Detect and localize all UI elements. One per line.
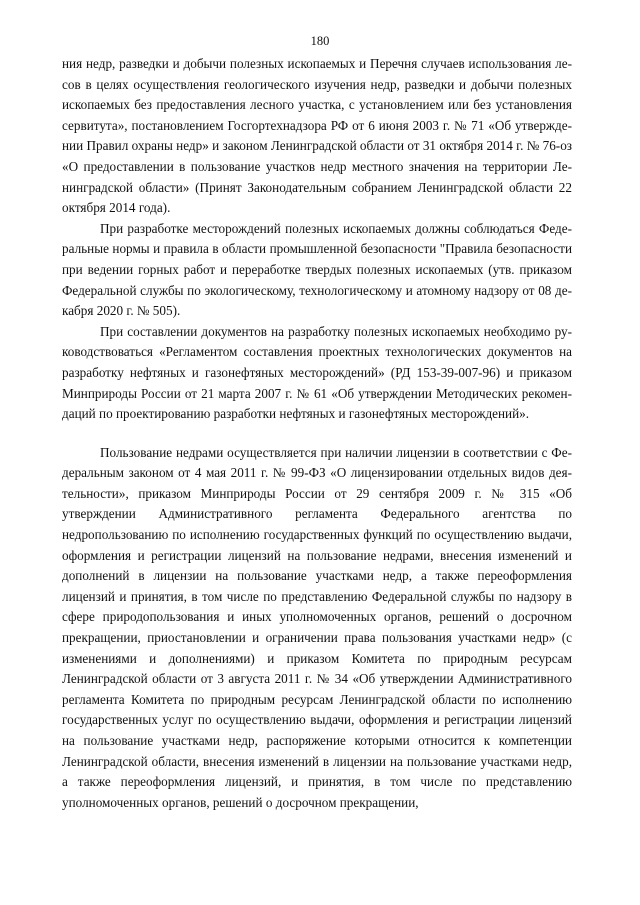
document-body bbox=[62, 54, 572, 813]
paragraph-licensing: Пользование недрами осуществляется при наличии лицензии в соответствии с Федеральным законом от 4 мая 2011 г. № 99-ФЗ «О лицензировании отдельных видов деятельности», приказом Минприроды России от 29 сентября 2009 г. № 315 «Об утверждении Административного регламента Федерального агентства по недропользованию по исполнению государственных функций по осуществлению выдачи, оформления и регистрации лицензий на пользование недрами, внесения изменений и дополнений в лицензии на пользование участками недр, а также переоформления лицензий и принятия, в том числе по представлению Федеральной службы по надзору в сфере природопользования и иных уполномоченных органов, решений о досрочном прекращении, приостановлении и ограничении права пользования участками недр» (с изменениями и дополнениями) и приказом Комитета по природным ресурсам Ленинградской области от 3 августа 2011 г. № 34 «Об утверждении Административного регламента Комитета по природным ресурсам Ленинградской области по исполнению государственных услуг по осуществлению выдачи, оформления и регистрации лицензий на пользование участками недр, распоряжение которыми относится к компетенции Ленинградской области, внесения изменений в лицензии на пользование участками недр, а также переоформления лицензий, и принятия, в том числе по представлению уполномоченных органов, решений о досрочном прекращении, bbox=[62, 444, 572, 810]
paragraph-safety-rules: При разработке месторождений полезных ископаемых должны соблюдаться Федеральные нормы и правила в области промышленной безопасности "Правила безопасности при ведении горных работ и переработке твердых полезных ископаемых (утв. приказом Федеральной службы по экологическому, технологическому и атомному надзору от 08 декабря 2020 г. № 505). bbox=[62, 220, 572, 319]
page-number: 180 bbox=[310, 34, 330, 48]
paragraph-continuation: ния недр, разведки и добычи полезных ископаемых и Перечня случаев использования лесов в целях осуществления геологического изучения недр, разведки и добычи полезных ископаемых без предоставления лесного участка, с установлением или без установления сервитута», постановлением Госгортехнадзора РФ от 6 июня 2003 г. № 71 «Об утверждении Правил охраны недр» и законом Ленинградской области от 31 октября 2014 г. № 76-оз «О предоставлении в пользование участков недр местного значения на территории Ленинградской области» (Принят Законодательным собранием Ленинградской области 22 октября 2014 года). bbox=[62, 56, 572, 216]
paragraph-design-documents: При составлении документов на разработку полезных ископаемых необходимо руководствоваться «Регламентом составления проектных технологических документов на разработку нефтяных и газонефтяных месторождений» (РД 153-39-007-96) и приказом Минприроды России от 21 марта 2007 г. № 61 «Об утверждении Методических рекомендаций по проектированию разработки нефтяных и газонефтяных месторождений». bbox=[62, 323, 572, 422]
